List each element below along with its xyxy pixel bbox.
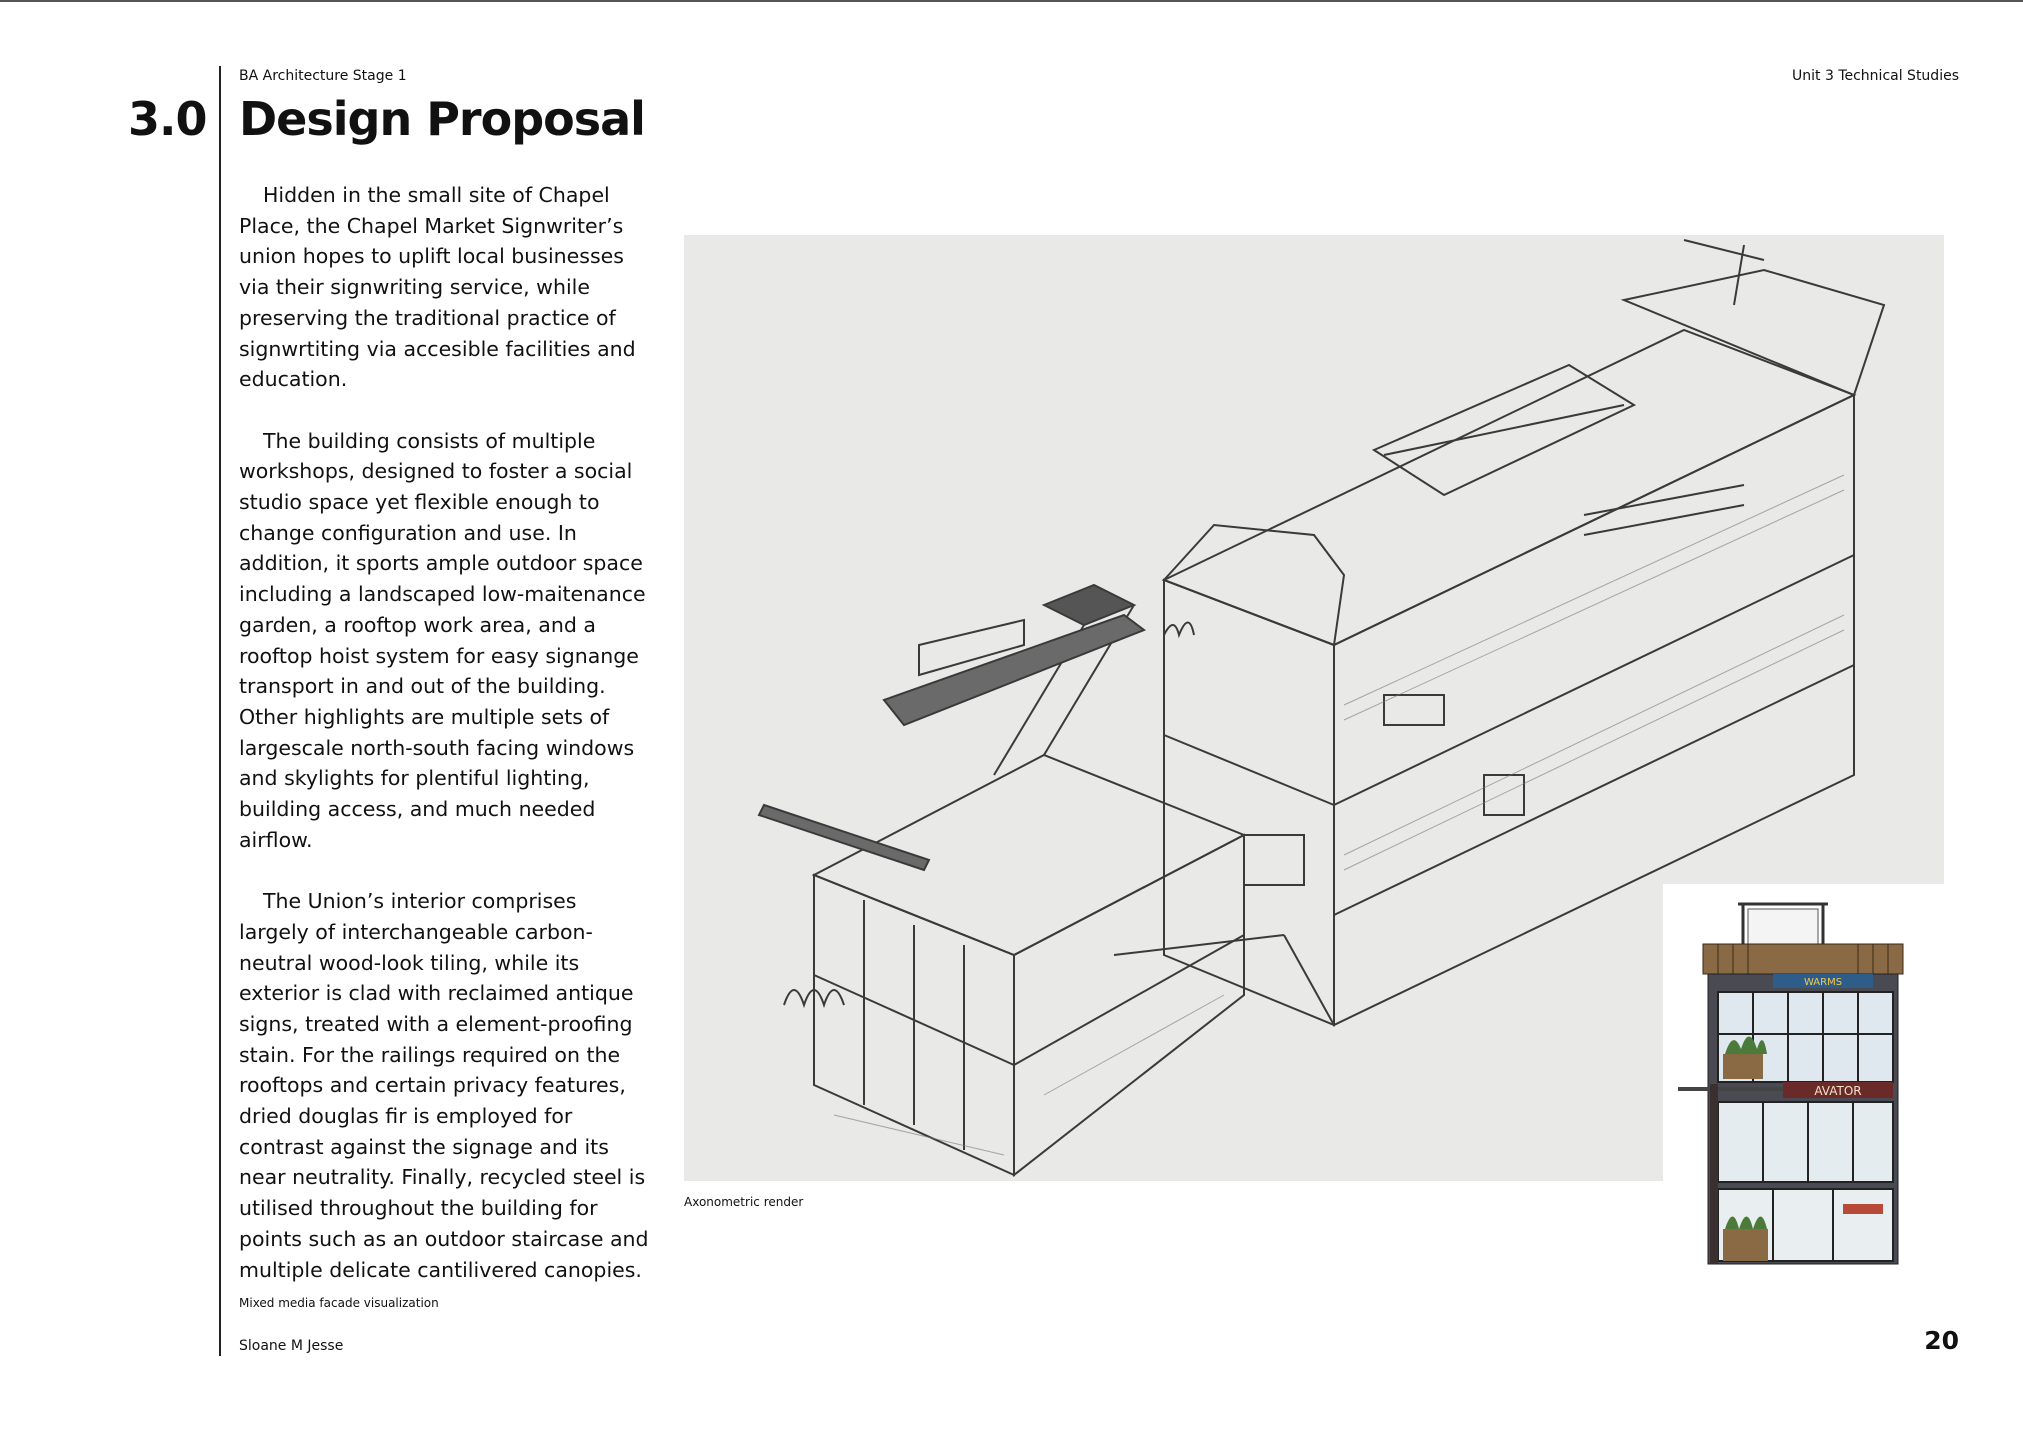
page-title: Design Proposal [239, 92, 645, 146]
facade-sign-top: WARMS [1803, 977, 1843, 988]
header-unit: Unit 3 Technical Studies [1792, 68, 1959, 84]
facade-illustration-image [1663, 884, 1944, 1270]
facade-illustration-drawing [1663, 884, 1944, 1270]
body-text [239, 180, 649, 1316]
top-rule [0, 0, 2023, 2]
page-number: 20 [1924, 1326, 1959, 1355]
facade-caption: Mixed media facade visualization [239, 1296, 439, 1310]
footer-author: Sloane M Jesse [239, 1338, 344, 1354]
vertical-rule [219, 66, 221, 1356]
body-paragraph-2: The building consists of multiple workshops, designed to foster a social studio space yet flexible enough to change configuration and use. In addition, it sports ample outdoor space including a landscaped low-maitenance garden, a rooftop work area, and a rooftop hoist system for easy signange transport in and out of the building. Other highlights are multiple sets of largescale north-south facing windows and skylights for plentiful lighting, building access, and much needed airflow. [239, 428, 646, 852]
header-course: BA Architecture Stage 1 [239, 68, 407, 84]
facade-sign-middle: AVATOR [1814, 1084, 1862, 1098]
section-number: 3.0 [128, 92, 207, 146]
axonometric-caption: Axonometric render [684, 1195, 804, 1209]
body-paragraph-3: The Union’s interior comprises largely of interchangeable carbon-neutral wood-look tiling, while its exterior is clad with reclaimed antique signs, treated with a element-proofing stain. For the railings required on the rooftops and certain privacy features, dried douglas fir is employed for contrast against the signage and its near neutrality. Finally, recycled steel is utilised throughout the building for points such as an outdoor staircase and multiple delicate cantilivered canopies. [239, 889, 649, 1282]
body-paragraph-1: Hidden in the small site of Chapel Place, the Chapel Market Signwriter’s union hopes to uplift local businesses via their signwriting service, while preserving the traditional practice of signwrtiting via accesible facilities and education. [239, 183, 636, 392]
